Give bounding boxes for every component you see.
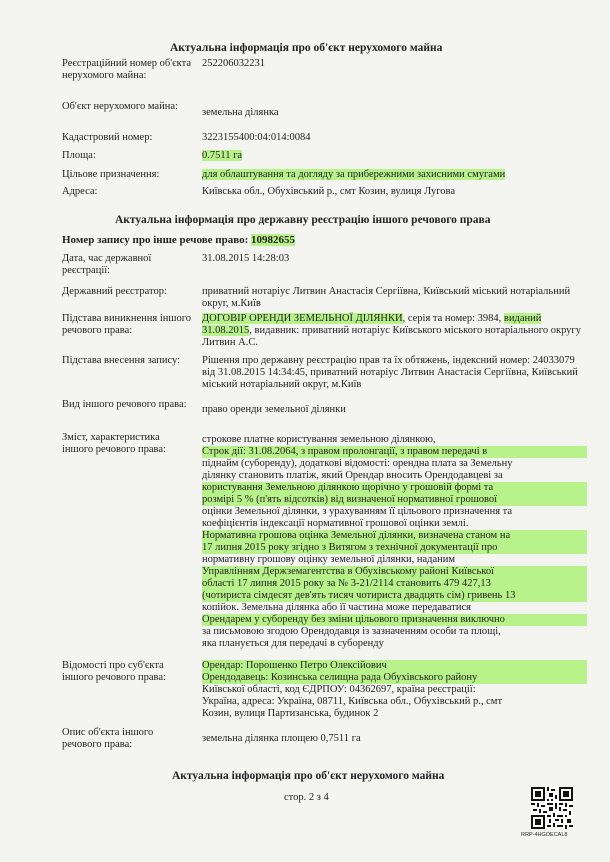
value-registration-date: 31.08.2015 14:28:03 <box>202 253 290 264</box>
subject-line: Орендар: Порошенко Петро Олексійович <box>202 660 587 672</box>
label-registration-number: Реєстраційний номер об'єкта нерухомого майна: <box>62 58 191 81</box>
page-number: стор. 2 з 4 <box>284 792 329 803</box>
value-registration-number: 252206032231 <box>202 58 265 69</box>
label-right-type: Вид іншого речового права: <box>62 399 187 410</box>
value-right-content <box>202 434 587 650</box>
contract-number: , серія та номер: 3984, <box>402 313 502 324</box>
content-line: ділянку становить платіж, який Орендар вносить Орендодавцеві за <box>202 470 503 481</box>
value-basis-of-right <box>202 313 587 349</box>
qr-code-icon <box>531 787 573 829</box>
subject-line: Україна, адреса: Україна, 08711, Київська обл., Обухівський р., смт <box>202 696 503 707</box>
content-line: за письмовою згодою Орендодавця із зазначенням особи та площі, <box>202 626 501 637</box>
section-title-registration: Актуальна інформація про державну реєстрацію іншого речового права <box>115 214 491 226</box>
value-registrar: приватний нотаріус Литвин Анастасія Сергіївна, Київський міський нотаріальний округ, м.Київ <box>202 286 571 309</box>
contract-name-highlight: ДОГОВІР ОРЕНДИ ЗЕМЕЛЬНОЇ ДІЛЯНКИ <box>202 313 403 324</box>
content-line: яка планується для передачі в суборенду <box>202 638 384 649</box>
content-line: копійок. Земельна ділянка або її частина може передаватися <box>202 602 471 613</box>
label-subject-info: Відомості про суб'єкта іншого речового права: <box>62 660 166 683</box>
content-line: Строк дії: 31.08.2064, з правом пролонгації, з правом передачі в <box>202 446 587 458</box>
value-address: Київська обл., Обухівський р., смт Козин, вулиця Лугова <box>202 186 456 197</box>
subject-line: Київської області, код ЄДРПОУ: 04362697, країна реєстрації: <box>202 684 476 695</box>
content-line: користування Земельною ділянкою щорічно у грошовій формі та <box>202 482 587 494</box>
label-object-description: Опис об'єкта іншого речового права: <box>62 727 154 750</box>
value-purpose <box>202 169 587 181</box>
value-property-object: земельна ділянка <box>202 107 279 118</box>
content-line: Управлінням Держземагентства в Обухівському районі Київської <box>202 566 587 578</box>
subject-line: Козин, вулиця Партизанська, будинок 2 <box>202 708 379 719</box>
qr-code-text: RRP-4HGOECAL8 <box>521 832 568 838</box>
label-cadastral-number: Кадастровий номер: <box>62 132 153 143</box>
content-line: розмірі 5 % (п'ять відсотків) від визначеної нормативної грошової <box>202 494 587 506</box>
content-line: 17 липня 2015 року згідно з Витягом з технічної документації про <box>202 542 587 554</box>
value-subject-info <box>202 660 587 720</box>
content-line: області 17 липня 2015 року за № 3-21/2114 становить 479 427,13 <box>202 578 587 590</box>
section-title-property-2: Актуальна інформація про об'єкт нерухомого майна <box>172 770 445 782</box>
record-number-line <box>62 234 295 246</box>
label-property-object: Об'єкт нерухомого майна: <box>62 101 178 112</box>
label-entry-basis: Підстава внесення запису: <box>62 355 181 366</box>
content-line: коефіцієнтів індексації нормативної грошової оцінки землі. <box>202 518 469 529</box>
label-registrar: Державний реєстратор: <box>62 286 167 297</box>
content-line: Нормативна грошова оцінка Земельної ділянки, визначена станом на <box>202 530 587 542</box>
section-title-property: Актуальна інформація про об'єкт нерухомого майна <box>170 42 443 54</box>
record-number-label: Номер запису про інше речове право: <box>62 234 249 246</box>
label-address: Адреса: <box>62 186 98 197</box>
content-line: (чотириста сімдесят дев'ять тисяч чотириста двадцять сім) гривень 13 <box>202 590 587 602</box>
label-registration-date: Дата, час державної реєстрації: <box>62 253 152 276</box>
value-area <box>202 150 587 162</box>
label-right-content: Зміст, характеристика іншого речового права: <box>62 432 166 455</box>
content-line: оцінки Земельної ділянки, з урахуванням її цільового призначення та <box>202 506 513 517</box>
content-line: строкове платне користування земельною ділянкою, <box>202 434 436 445</box>
value-entry-basis: Рішення про державну реєстрацію прав та їх обтяжень, індексний номер: 24033079 від 31.08.2015 14:34:45, приватний нотаріус Литвин Анастасія Сергіївна, Київський міський нотаріальний округ, м.Київ <box>202 355 578 390</box>
content-line: Орендарем у суборенду без зміни цільового призначення виключно <box>202 614 587 626</box>
area-highlight: 0.7511 га <box>202 150 243 161</box>
subject-line: Орендодавець: Козинська селищна рада Обухівського району <box>202 672 587 684</box>
value-cadastral-number: 3223155400:04:014:0084 <box>202 132 311 143</box>
label-basis-of-right: Підстава виникнення іншого речового права: <box>62 313 192 336</box>
label-area: Площа: <box>62 150 96 161</box>
contract-issuer: , видавник: приватний нотаріус Київського міського нотаріального округу Литвин А.С. <box>202 325 581 348</box>
value-object-description: земельна ділянка площею 0,7511 га <box>202 733 361 744</box>
content-line: нормативну грошову оцінку земельної ділянки, наданим <box>202 554 456 565</box>
label-purpose: Цільове призначення: <box>62 169 160 180</box>
record-number-value: 10982655 <box>251 234 296 246</box>
contract-date-highlight: виданий 31.08.2015 <box>202 313 542 336</box>
value-right-type: право оренди земельної ділянки <box>202 404 346 415</box>
content-line: піднайм (суборенду), додаткові відомості: орендна плата за Земельну <box>202 458 513 469</box>
purpose-highlight: для облаштування та догляду за прибережними захисними смугами <box>202 169 506 180</box>
